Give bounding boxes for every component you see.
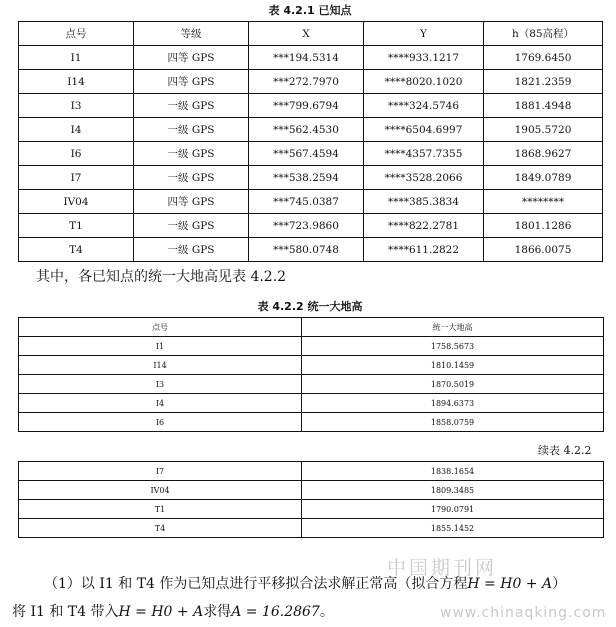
table-cell: 四等 GPS (134, 190, 249, 214)
known-points-table (18, 21, 603, 262)
table-row (19, 500, 604, 519)
table-cell: ***567.4594 (249, 142, 364, 166)
table-cell: ***745.0387 (249, 190, 364, 214)
table-cell: ***562.4530 (249, 118, 364, 142)
table-cell: ****324.5746 (364, 94, 484, 118)
paragraph-method-cont (12, 601, 334, 621)
method-text-1: （1）以 I1 和 T4 作为已知点进行平移拟合法求解正常高（拟合方程 (44, 576, 468, 592)
table-cell: T4 (19, 519, 302, 538)
table-row (19, 356, 604, 375)
table-cell: ****822.2781 (364, 214, 484, 238)
watermark-logo-text: 中国期刊网 (387, 557, 498, 579)
table-cell: 一级 GPS (134, 238, 249, 262)
method-text-2: ） (552, 576, 567, 592)
table-cell: 1870.5019 (302, 375, 604, 394)
table-cell: 四等 GPS (134, 70, 249, 94)
header-cell: 点号 (19, 22, 134, 46)
header-row (19, 318, 604, 337)
table-cell: I1 (19, 337, 302, 356)
watermark-url: www.chinaqking.com (440, 605, 607, 621)
table-cell: ****4357.7355 (364, 142, 484, 166)
table-cell: 1866.0075 (484, 238, 603, 262)
header-cell: 统一大地高 (302, 318, 604, 337)
table-cell: I6 (19, 142, 134, 166)
header-cell: 等级 (134, 22, 249, 46)
table-row (19, 394, 604, 413)
table-cell: I7 (19, 462, 302, 481)
table-cell: ****3528.2066 (364, 166, 484, 190)
table-cell: IV04 (19, 190, 134, 214)
table-cell: I14 (19, 356, 302, 375)
method-text-3: 将 I1 和 T4 带入 (12, 604, 119, 620)
header-cell: h（85高程） (484, 22, 603, 46)
table-cell: 1894.6373 (302, 394, 604, 413)
equation-fit: H = H0 + A (467, 576, 553, 592)
table-cell: 一级 GPS (134, 94, 249, 118)
table-cell: ***194.5314 (249, 46, 364, 70)
table-cell: 一级 GPS (134, 166, 249, 190)
table-cell: I1 (19, 46, 134, 70)
table-cell: 1855.1452 (302, 519, 604, 538)
table-cell: T1 (19, 500, 302, 519)
table-cell: I7 (19, 166, 134, 190)
geodetic-height-table-continued (18, 461, 604, 538)
method-text-4: 求得 (203, 604, 232, 620)
table-cell: ****8020.1020 (364, 70, 484, 94)
table-cell: 1758.5673 (302, 337, 604, 356)
paragraph-intro: 其中，各已知点的统一大地高见表 4.2.2 (36, 269, 287, 285)
table-row (19, 166, 603, 190)
table-cell: I6 (19, 413, 302, 432)
table-cell: 1821.2359 (484, 70, 603, 94)
table-cell: 1849.0789 (484, 166, 603, 190)
table-row (19, 46, 603, 70)
table-cell: 一级 GPS (134, 142, 249, 166)
table-cell: ***799.6794 (249, 94, 364, 118)
table-row (19, 94, 603, 118)
table-cell: 1769.6450 (484, 46, 603, 70)
method-text-5: 。 (319, 604, 334, 620)
table-row (19, 118, 603, 142)
table-cell: ****611.2822 (364, 238, 484, 262)
continued-label: 续表 4.2.2 (538, 444, 592, 457)
table-cell: ***723.9860 (249, 214, 364, 238)
table-cell: 四等 GPS (134, 46, 249, 70)
header-row (19, 22, 603, 46)
table-row (19, 214, 603, 238)
table2-caption: 表 4.2.2 统一大地高 (257, 300, 363, 313)
table-cell: ***538.2594 (249, 166, 364, 190)
table-cell: ****933.1217 (364, 46, 484, 70)
table-cell: ****385.3834 (364, 190, 484, 214)
table1-caption: 表 4.2.1 已知点 (268, 4, 352, 17)
table-row (19, 413, 604, 432)
table-cell: I14 (19, 70, 134, 94)
equation-result: A = 16.2867 (231, 604, 320, 620)
table-row (19, 70, 603, 94)
table-row (19, 337, 604, 356)
table-cell: 1905.5720 (484, 118, 603, 142)
table-row (19, 519, 604, 538)
table-row (19, 462, 604, 481)
table-cell: 一级 GPS (134, 118, 249, 142)
table-cell: I4 (19, 394, 302, 413)
geodetic-height-table (18, 317, 604, 432)
table-row (19, 142, 603, 166)
table-cell: I3 (19, 94, 134, 118)
header-cell: Y (364, 22, 484, 46)
table-cell: 1881.4948 (484, 94, 603, 118)
equation-substitute: H = H0 + A (118, 604, 204, 620)
header-cell: X (249, 22, 364, 46)
table-cell: I4 (19, 118, 134, 142)
table-cell: IV04 (19, 481, 302, 500)
table-row (19, 375, 604, 394)
table-cell: 1790.0791 (302, 500, 604, 519)
table-cell: T4 (19, 238, 134, 262)
table-cell: 1810.1459 (302, 356, 604, 375)
table-cell: ******** (484, 190, 603, 214)
table-cell: ****6504.6997 (364, 118, 484, 142)
table-cell: 1838.1654 (302, 462, 604, 481)
table-row (19, 190, 603, 214)
table-row (19, 238, 603, 262)
table-cell: T1 (19, 214, 134, 238)
table-cell: I3 (19, 375, 302, 394)
table-cell: 1801.1286 (484, 214, 603, 238)
table-cell: ***272.7970 (249, 70, 364, 94)
table-cell: 一级 GPS (134, 214, 249, 238)
table-cell: 1868.9627 (484, 142, 603, 166)
table-row (19, 481, 604, 500)
table-cell: 1858.0759 (302, 413, 604, 432)
header-cell: 点号 (19, 318, 302, 337)
table-cell: ***580.0748 (249, 238, 364, 262)
table-cell: 1809.3485 (302, 481, 604, 500)
